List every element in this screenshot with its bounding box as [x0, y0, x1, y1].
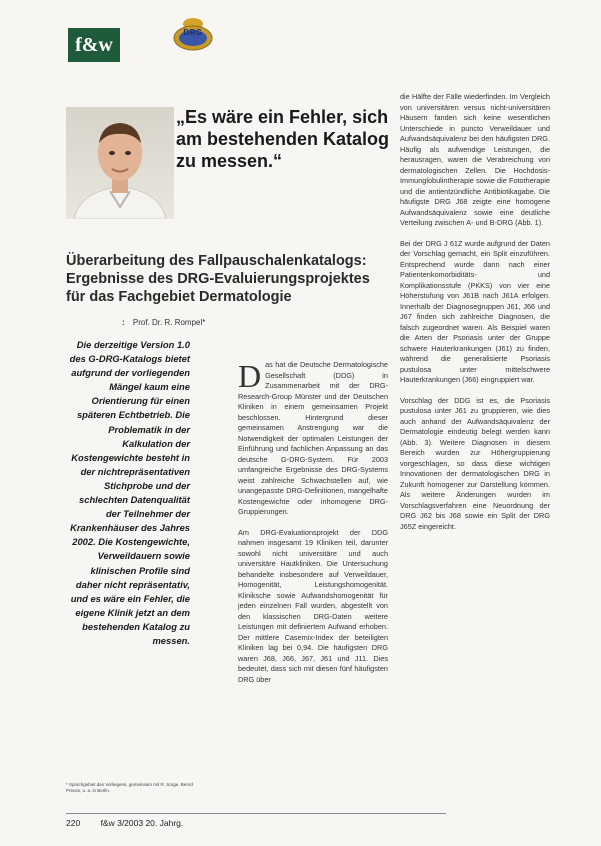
drop-cap: D — [238, 358, 262, 394]
intro-paragraph: Die derzeitige Version 1.0 des G-DRG-Katalogs bietet aufgrund der vorliegenden Mängel kaum eine Orientierung für einen späteren Echtbetrieb. Die Problematik in der Kalkulation der Kostengewichte besteht in der nichtrepräsentativen Stichprobe und der schlechten Datenqualität der Teilnehmer der Krankenhäuser des Jahres 2002. Die Kostengewichte, Verweildauern sowie klinischen Profile sind daher nicht repräsentativ, und es wäre ein Fehler, die eigene Klinik jetzt an dem bestehenden Katalog zu messen. — [69, 339, 190, 646]
body-paragraph: Am DRG-Evaluationsprojekt der DDG nahmen insgesamt 19 Kliniken teil, darunter sowohl nicht universitäre und auch universitäre Hautkliniken. Die Untersuchung behandelte insbesondere auf Verweildauer, Homogenität, Leistungshomogenität. Kliniksche sowie Aufwandshomogenität für jeden einzelnen Fall wurden, abgestellt von den klassischen DRG-Daten weitere Leistungen mit definiertem Aufwand erhoben. Der mittlere Casemix-Index der beteiligten Kliniken lag bei 0,94. Die häufigsten DRG waren J68, J66, J67, J61 und J11. Dies bedeutet, dass sich mit diesen fünf häufigsten DRG über — [238, 527, 388, 684]
body-paragraph: die Hälfte der Fälle wiederfinden. Im Vergleich von universitären versus nicht-universitären Häusern fanden sich keine wesentlichen Unterschiede in puncto Verweildauer und Aufwandsäquivalenz bei den häufigsten DRG. Häufig als aufwendige Leistungen, die herausragen, waren die Verabreichung von dermatologischen Zellen. Die Hochdosis-Immunglobulintherapie sowie die Fototherapie und die antientzündliche Antibiotikagabe. Die häufigste DRG J68 zeigte eine homogene Aufwandsäquivalenz sowie eine deutliche Verteilung zwischen A- und B-DRG (Abb. 1). — [400, 92, 550, 227]
journal-logo: f&w — [68, 28, 120, 62]
body-column-2 — [400, 92, 550, 542]
author-photo-icon — [66, 107, 174, 219]
journal-issue: f&w 3/2003 20. Jahrg. — [100, 818, 184, 828]
footnote: * Sprachgebiet des Vorliegens, gemeinsam mit R. Sorge, Bernd Preuss, u. a. in Berlin. — [66, 782, 193, 793]
body-column-1 — [238, 360, 388, 695]
author-name: Prof. Dr. R. Rompel* — [132, 318, 206, 327]
bullet-icon: : — [122, 318, 125, 327]
body-paragraph: Bei der DRG J 61Z wurde aufgrund der Daten der Vorschlag gemacht, ein Split einzuführen. Entsprechend wurde dann nach einer Patientenkomorbiditäts- und Komplikationsstufe (PKKS) von vier eine Höherstufung von J61B nach J61A erfolgen. Innerhalb der Diagnosegruppen J61, J66 und J67 finden sich zahlreiche Diagnosen, die falsch zugeordnet waren. Als Beispiel waren die Arten der Psoriasis unter der Gruppe schwere Hauterkrankungen (J61) zu finden, während die generalisierte Psoriasis pustulosa unter mittelschwere Hauterkrankungen (J66) eingruppiert war. — [400, 238, 550, 384]
drg-badge-label: DRG — [183, 28, 203, 37]
author-byline — [122, 318, 205, 327]
drg-badge — [172, 16, 214, 54]
author-portrait — [66, 107, 174, 219]
body-paragraph: Vorschlag der DDG ist es, die Psoriasis pustulosa unter J61 zu gruppieren, wie dies auch anhand der Aufwandsäquivalenz der Dermatologie eindeutig belegt werden kann (Abb. 3). Weitere Diagnosen in diesem Bereich wurden zur Höhergruppierung vorgeschlagen, so dass diese wichtigen Innovationen der dermatologischen DRG in Zukunft homogener zur Darstellung kommen. Als weitere Änderungen wurden im Vorschlagsverfahren eine Neuordnung der DRG J62 bis J68 sowie ein Split der DRG J65Z eingereicht. — [400, 395, 550, 531]
page-footer — [66, 818, 183, 828]
footer-divider — [66, 813, 446, 814]
pull-quote: „Es wäre ein Fehler, sich am bestehenden Katalog zu messen.“ — [176, 107, 390, 171]
article-headline: Überarbeitung des Fallpauschalenkatalogs: Ergebnisse des DRG-Evaluierungsprojektes für das Fachgebiet Dermatologie — [66, 253, 370, 305]
page-number: 220 — [66, 818, 81, 828]
body-paragraph: Das hat die Deutsche Dermatologische Gesellschaft (DDG) in Zusammenarbeit mit der DRG-Research-Group Münster und der Deutschen Kliniken in einem gemeinsamen Projekt beschlossen. Hintergrund dieser gemeinsamen Anstrengung war die Notwendigkeit der optimalen Leistungen der Einführung und fachlichen Anpassung an das deutsche G-DRG-System. Für 2003 umfangreiche Ergebnisse des DRG-Systems weist zahlreiche Schwachstellen auf, wie unangepasste DRG-Definitionen, mangelhafte Kostengewichte oder inhomogene DRG-Gruppierungen. — [238, 358, 388, 516]
